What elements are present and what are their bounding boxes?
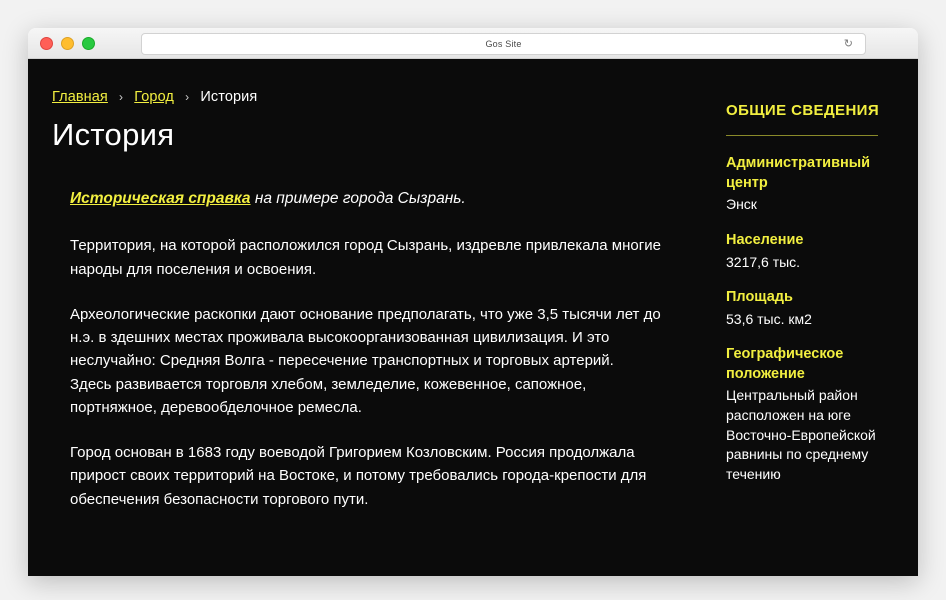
- sidebar-fact-admin-center: [726, 154, 900, 215]
- reload-icon[interactable]: ↻: [843, 38, 853, 50]
- fact-value: Энск: [726, 196, 757, 213]
- article-lede-rest: на примере города Сызрань.: [250, 190, 466, 207]
- article-paragraph: Город основан в 1683 году воеводой Григорием Козловским. Россия продолжала прирост своих территорий на Востоке, и потому требовались города-крепости для обеспечения безопасности торгового пути.: [70, 444, 647, 508]
- browser-titlebar: [28, 28, 918, 59]
- fact-label: Географическое положение: [726, 346, 844, 382]
- page-title: История: [52, 117, 175, 152]
- breadcrumb-separator: ›: [185, 90, 190, 104]
- sidebar: [710, 59, 918, 576]
- sidebar-divider: [726, 135, 878, 136]
- article-lede: [70, 187, 670, 210]
- breadcrumb-item-history: История: [200, 89, 258, 105]
- zoom-window-button[interactable]: [82, 37, 95, 50]
- address-bar[interactable]: [141, 33, 866, 55]
- article-paragraph: Территория, на которой расположился город Сызрань, издревле привлекала многие народы для поселения и освоения.: [70, 237, 661, 278]
- article-paragraph: Археологические раскопки дают основание предполагать, что уже 3,5 тысячи лет до н.э. в здешних местах проживала высокоорганизованная цивилизация. И это неслучайно: Средняя Волга - пересечение транспортных и торговых артерий.: [70, 305, 661, 370]
- article-paragraph: Здесь развивается торговля хлебом, земледелие, кожевенное, сапожное, портняжное, деревообделочное ремесла.: [70, 375, 587, 416]
- fact-label: Административный центр: [726, 155, 871, 191]
- sidebar-fact-area: [726, 288, 900, 329]
- article-lede-highlight[interactable]: Историческая справка: [70, 190, 251, 207]
- fact-value: Центральный район расположен на юге Восточно-Европейской равнины по среднему течению: [726, 387, 876, 482]
- browser-window: [28, 28, 918, 576]
- breadcrumb-item-city[interactable]: Город: [134, 89, 174, 105]
- breadcrumb-separator: ›: [119, 90, 124, 104]
- article: [52, 187, 670, 511]
- window-controls: [40, 37, 95, 50]
- fact-value: 53,6 тыс. км2: [726, 310, 812, 327]
- breadcrumb-item-home[interactable]: Главная: [52, 89, 108, 105]
- main-content: [28, 59, 710, 576]
- minimize-window-button[interactable]: [61, 37, 74, 50]
- fact-label: Население: [726, 231, 804, 248]
- breadcrumb: [52, 89, 686, 105]
- fact-label: Площадь: [726, 289, 793, 306]
- close-window-button[interactable]: [40, 37, 53, 50]
- sidebar-title: ОБЩИЕ СВЕДЕНИЯ: [726, 102, 880, 119]
- sidebar-fact-geography: [726, 345, 900, 484]
- page-body: [28, 59, 918, 576]
- address-bar-text: Gos Site: [485, 39, 522, 49]
- fact-value: 3217,6 тыс.: [726, 253, 801, 270]
- sidebar-fact-population: [726, 231, 900, 272]
